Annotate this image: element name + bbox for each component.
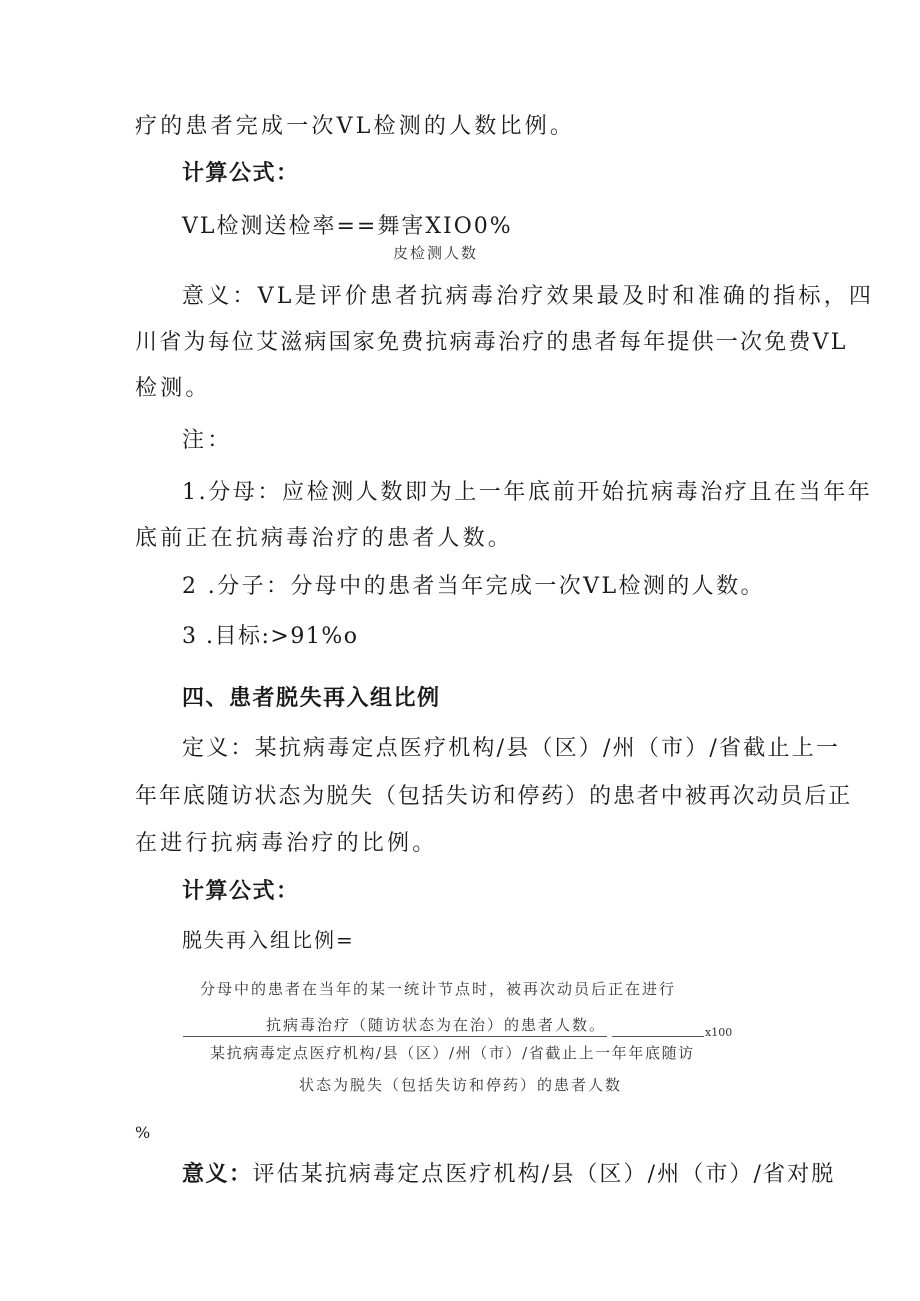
paragraph-line: 3 .目标:>91%o <box>182 624 359 649</box>
meaning-label: 意义： <box>182 1162 253 1187</box>
formula-denominator: 皮检测人数 <box>393 244 479 262</box>
paragraph-line: 检测。 <box>135 376 211 401</box>
paragraph-line: 1.分母：应检测人数即为上一年底前开始抗病毒治疗且在当年年 <box>182 480 873 505</box>
section-heading: 四、患者脱失再入组比例 <box>182 686 441 711</box>
formula-denominator: 某抗病毒定点医疗机构/县（区）/州（市）/省截止上一年年底随访 <box>210 1044 695 1062</box>
fraction-bar <box>612 1036 704 1037</box>
multiplier: x100 <box>705 1026 733 1039</box>
paragraph-line <box>182 1164 835 1186</box>
formula-denominator: 状态为脱失（包括失访和停药）的患者人数 <box>299 1076 623 1094</box>
paragraph-line: 在进行抗病毒治疗的比例。 <box>135 831 438 856</box>
paragraph-line: 2 .分子：分母中的患者当年完成一次VL检测的人数。 <box>182 574 765 599</box>
paragraph-line: 意义：VL是评价患者抗病毒治疗效果最及时和准确的指标，四 <box>182 284 875 309</box>
formula-line: VL检测送检率==舞害XIO0% <box>182 214 513 239</box>
percent-sign: % <box>135 1123 151 1142</box>
paragraph-line: 疗的患者完成一次VL检测的人数比例。 <box>135 114 576 139</box>
formula-numerator: 分母中的患者在当年的某一统计节点时，被再次动员后正在进行 <box>200 980 677 998</box>
note-label: 注： <box>182 428 233 453</box>
section-label: 计算公式： <box>182 879 300 904</box>
paragraph-line: 定义：某抗病毒定点医疗机构/县（区）/州（市）/省截止上一 <box>182 736 841 761</box>
paragraph-line: 川省为每位艾滋病国家免费抗病毒治疗的患者每年提供一次免费VL <box>135 330 848 355</box>
fraction-bar <box>183 1036 607 1037</box>
formula-numerator: 抗病毒治疗（随访状态为在治）的患者人数。 <box>266 1016 607 1034</box>
formula-line: 脱失再入组比例= <box>182 928 355 952</box>
paragraph-line: 底前正在抗病毒治疗的患者人数。 <box>135 526 514 551</box>
section-label: 计算公式： <box>182 161 300 186</box>
paragraph-line: 年年底随访状态为脱失（包括失访和停药）的患者中被再次动员后正 <box>135 784 853 809</box>
meaning-text: 评估某抗病毒定点医疗机构/县（区）/州（市）/省对脱 <box>252 1162 836 1187</box>
